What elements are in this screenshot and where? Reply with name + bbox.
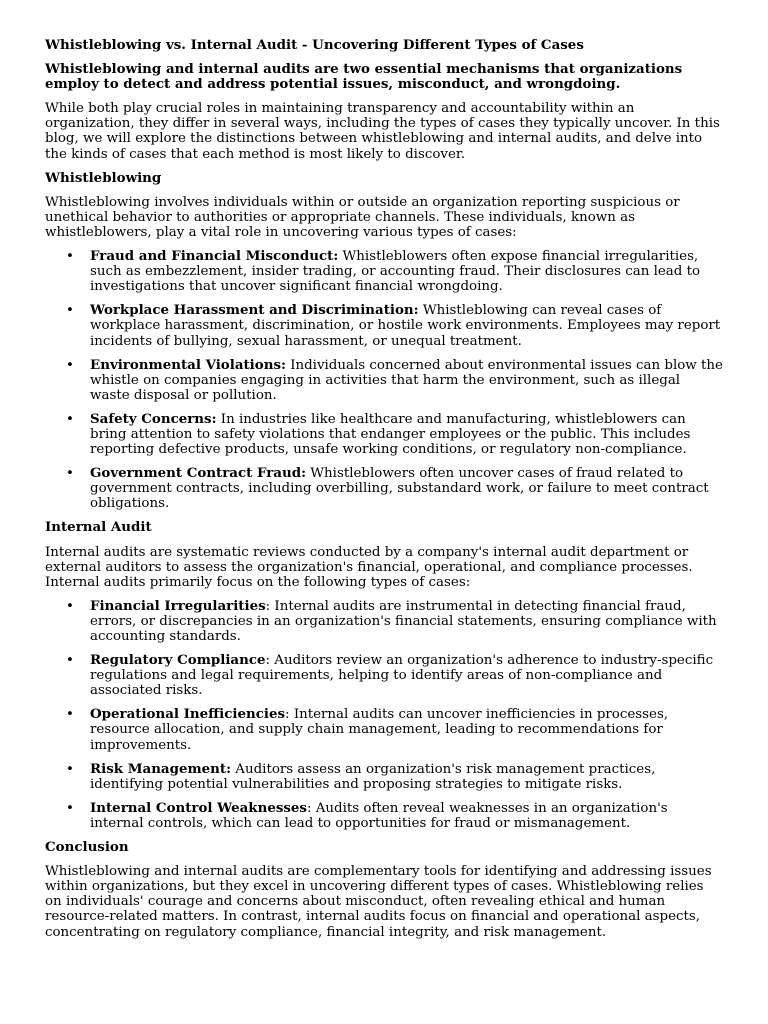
list-item-term: Operational Inefficiencies <box>90 706 286 723</box>
list-item <box>45 707 723 752</box>
list-item-text: Auditors assess an organization's risk management practices, identifying potential vulnerabilities and proposing strategies to mitigate risks. <box>90 761 656 792</box>
list-item-term: Internal Control Weaknesses <box>90 799 307 816</box>
list-item <box>45 599 723 644</box>
bullet-icon: • <box>66 707 74 723</box>
list-item-term: Government Contract Fraud: <box>90 465 307 482</box>
list-item-term: Risk Management: <box>90 760 232 777</box>
conclusion-paragraph: Whistleblowing and internal audits are complementary tools for identifying and addressing issues within organizations, but they excel in uncovering different types of cases. Whistleblowing relies on individuals' courage and concerns about misconduct, often revealing ethical and human resource-related matters. In contrast, internal audits focus on financial and operational aspects, concentrating on regulatory compliance, financial integrity, and risk management. <box>45 864 712 940</box>
conclusion-heading: Conclusion <box>45 839 129 856</box>
list-item-term: Regulatory Compliance <box>90 652 266 669</box>
list-item-term: Safety Concerns: <box>90 410 217 427</box>
internal-audit-heading: Internal Audit <box>45 519 152 536</box>
document-title: Whistleblowing vs. Internal Audit - Uncovering Different Types of Cases <box>45 37 584 53</box>
list-item-term: Financial Irregularities <box>90 597 266 614</box>
internal-audit-list <box>45 599 723 831</box>
bullet-icon: • <box>66 800 74 816</box>
list-item <box>45 412 723 457</box>
list-item <box>45 249 723 294</box>
list-item-text: : Audits often reveal weaknesses in an organization's internal controls, which can lead to opportunities for fraud or mismanagement. <box>90 800 668 831</box>
bullet-icon: • <box>66 653 74 669</box>
list-item-text: : Internal audits can uncover inefficiencies in processes, resource allocation, and supply chain management, leading to recommendations for improvements. <box>90 707 669 753</box>
whistleblowing-paragraph: Whistleblowing involves individuals within or outside an organization reporting suspicious or unethical behavior to authorities or appropriate channels. These individuals, known as whistleblowers, play a vital role in uncovering various types of cases: <box>45 194 680 240</box>
list-item-text: In industries like healthcare and manufacturing, whistleblowers can bring attention to safety violations that endanger employees or the public. This includes reporting defective products, unsafe working conditions, or regulatory non-compliance. <box>90 411 691 458</box>
bullet-icon: • <box>66 761 74 777</box>
list-item <box>45 762 723 792</box>
list-item-text: Individuals concerned about environmental issues can blow the whistle on companies engaging in activities that harm the environment, such as illegal waste disposal or pollution. <box>90 357 723 403</box>
list-item <box>45 653 723 698</box>
whistleblowing-list <box>45 249 723 511</box>
bullet-icon: • <box>66 249 74 265</box>
list-item-term: Fraud and Financial Misconduct: <box>90 248 339 265</box>
list-item-text: : Auditors review an organization's adherence to industry-specific regulations and legal requirements, helping to identify areas of non-compliance and associated risks. <box>90 653 714 699</box>
bullet-icon: • <box>66 411 74 427</box>
list-item <box>45 466 723 511</box>
intro-paragraph: While both play crucial roles in maintaining transparency and accountability within an organization, they differ in several ways, including the types of cases they typically uncover. In this blog, we will explore the distinctions between whistleblowing and internal audits, and delve into the kinds of cases that each method is most likely to discover. <box>45 101 720 162</box>
list-item-text: : Internal audits are instrumental in detecting financial fraud, errors, or discrepancies in an organization's financial statements, ensuring compliance with accounting standards. <box>90 598 717 644</box>
bullet-icon: • <box>66 357 74 373</box>
list-item <box>45 801 723 831</box>
list-item-term: Environmental Violations: <box>90 356 286 373</box>
list-item-text: Whistleblowers often expose financial irregularities, such as embezzlement, insider trading, or accounting fraud. Their disclosures can lead to investigations that uncover significant financial wrongdoing. <box>90 249 701 295</box>
list-item-term: Workplace Harassment and Discrimination: <box>90 302 419 319</box>
list-item <box>45 303 723 348</box>
bullet-icon: • <box>66 303 74 319</box>
bullet-icon: • <box>66 466 74 482</box>
list-item <box>45 358 723 403</box>
whistleblowing-heading: Whistleblowing <box>45 169 162 186</box>
list-item-text: Whistleblowing can reveal cases of workplace harassment, discrimination, or hostile work environments. Employees may report incidents of bullying, sexual harassment, or unequal treatment. <box>90 303 721 349</box>
internal-audit-paragraph: Internal audits are systematic reviews conducted by a company's internal audit department or external auditors to assess the organization's financial, operational, and compliance processes. Internal audits primarily focus on the following types of cases: <box>45 544 693 590</box>
bullet-icon: • <box>66 598 74 614</box>
list-item-text: Whistleblowers often uncover cases of fraud related to government contracts, including overbilling, substandard work, or failure to meet contract obligations. <box>90 466 709 512</box>
lead-paragraph: Whistleblowing and internal audits are two essential mechanisms that organizations employ to detect and address potential issues, misconduct, and wrongdoing. <box>45 61 683 93</box>
